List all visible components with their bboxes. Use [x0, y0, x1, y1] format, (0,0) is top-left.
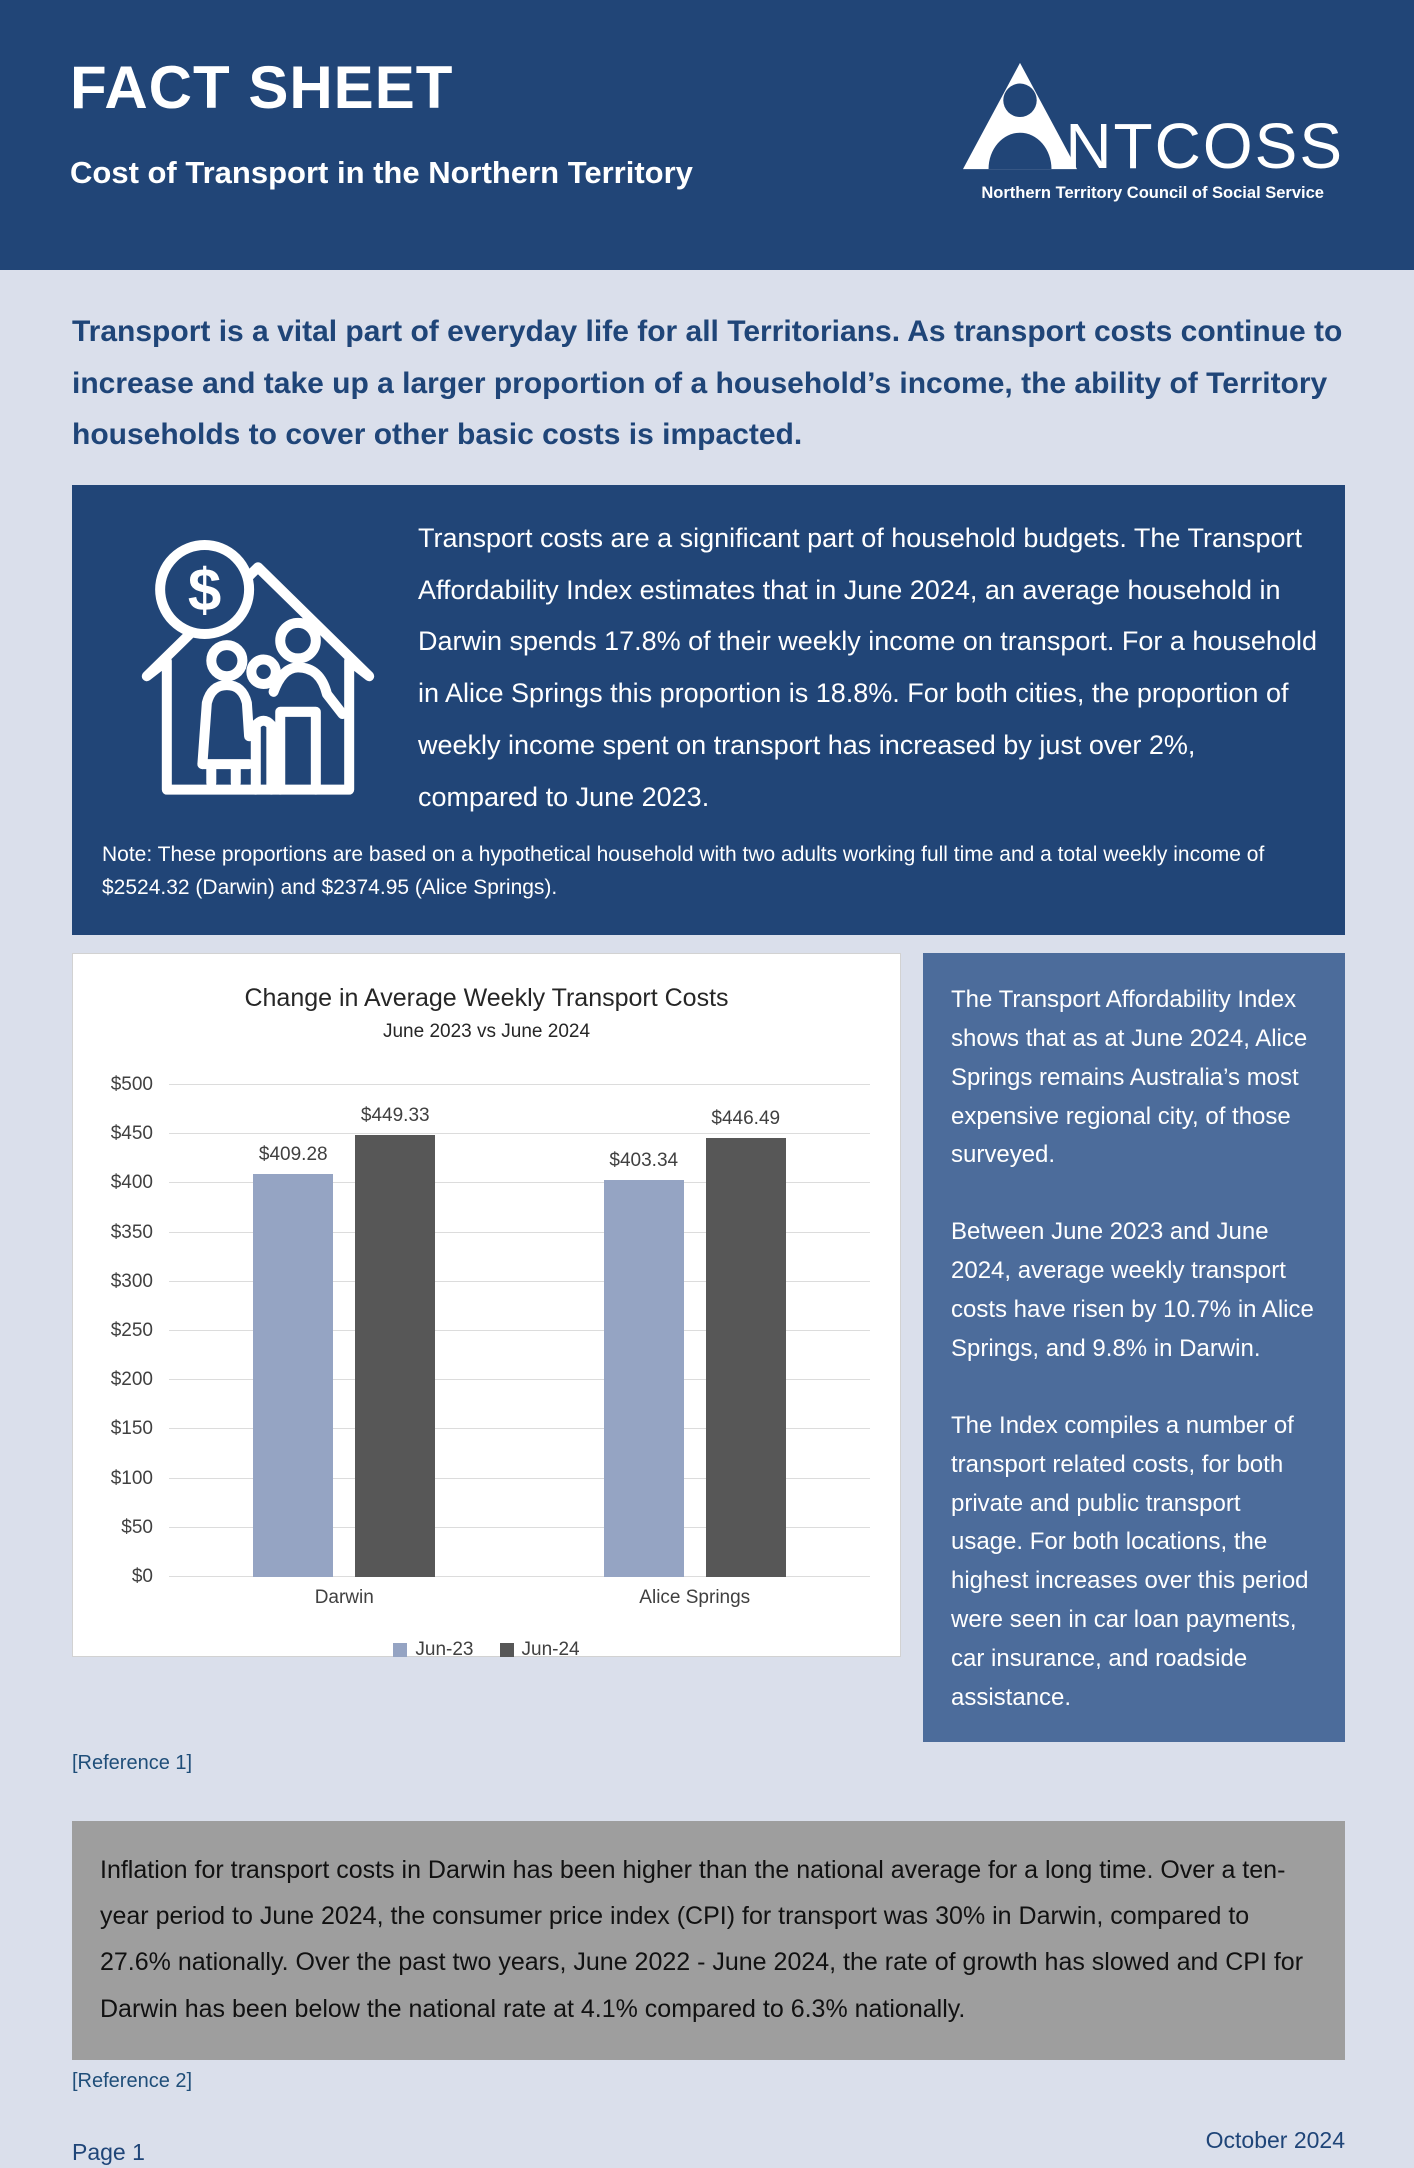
chart-title: Change in Average Weekly Transport Costs [244, 983, 729, 1012]
svg-text:$: $ [187, 556, 222, 624]
bar-data-label: $449.33 [360, 1104, 430, 1126]
chart-panel [72, 953, 901, 1660]
y-axis-tick-label: $400 [110, 1172, 153, 1194]
sidebar-paragraph: The Transport Affordability Index shows that as at June 2024, Alice Springs remains Australia’s most expensive regional city, of those surveyed. [951, 985, 1308, 1169]
page-subtitle: Cost of Transport in the Northern Territory [70, 155, 693, 190]
sidebar-commentary [923, 953, 1345, 1742]
legend-swatch [500, 1643, 514, 1657]
ntcoss-person-triangle-icon [961, 60, 1079, 172]
y-axis-tick-label: $300 [110, 1270, 153, 1292]
ntcoss-tagline: Northern Territory Council of Social Service [981, 184, 1324, 202]
y-axis-tick-label: $0 [131, 1565, 153, 1587]
bar-data-label: $446.49 [711, 1107, 781, 1129]
y-axis-tick-label: $150 [110, 1418, 153, 1440]
bar-data-label: $403.34 [609, 1150, 679, 1172]
intro-paragraph: Transport is a vital part of everyday life for all Territorians. As transport costs continue to increase and take up a larger proportion of a household’s income, the ability of Territory households to cover other basic costs is impacted. [72, 315, 1343, 452]
chart-xlabels [169, 1587, 870, 1609]
sidebar-paragraph: The Index compiles a number of transport related costs, for both private and public transport usage. For both locations, the highest increases over this period were seen in car loan payments, car insurance, and roadside assistance. [951, 1411, 1309, 1711]
sidebar-paragraph: Between June 2023 and June 2024, average weekly transport costs have risen by 10.7% in Alice Springs, and 9.8% in Darwin. [951, 1218, 1314, 1362]
ntcoss-logo-text: NTCOSS [1065, 109, 1344, 182]
chart-legend [91, 1639, 882, 1661]
reference-1-link[interactable]: [Reference 1] [72, 1751, 193, 1774]
bar-group-alice-springs [604, 1085, 786, 1577]
highlight-body-text: Transport costs are a significant part of household budgets. The Transport Affordability Index estimates that in June 2024, an average household in Darwin spends 17.8% of their weekly income on transport. For a household in Alice Springs this proportion is 18.8%. For both cities, the proportion of weekly income spent on transport has increased by just over 2%, compared to June 2023. [418, 522, 1317, 812]
bar-groups [169, 1085, 870, 1577]
legend-item: Jun-23 [393, 1639, 473, 1661]
bar-data-label: $409.28 [258, 1144, 328, 1166]
x-axis-category-label: Darwin [314, 1586, 374, 1608]
page-footer [72, 2127, 1345, 2168]
header-banner [0, 0, 1414, 270]
legend-swatch [393, 1643, 407, 1657]
y-axis-tick-label: $200 [110, 1369, 153, 1391]
x-axis-category-label: Alice Springs [639, 1586, 751, 1608]
bar-alice-springs-jun-24 [706, 1107, 786, 1577]
ntcoss-logo [961, 60, 1344, 203]
reference-2-link[interactable]: [Reference 2] [72, 2069, 193, 2092]
y-axis-tick-label: $500 [110, 1073, 153, 1095]
highlight-box [72, 485, 1345, 935]
y-axis-tick-label: $350 [110, 1221, 153, 1243]
y-axis-tick-label: $50 [121, 1516, 153, 1538]
y-axis-tick-label: $250 [110, 1319, 153, 1341]
footer-page-number: Page 1 [72, 2138, 145, 2165]
footer-date: October 2024 [1205, 2126, 1345, 2153]
page-title: FACT SHEET [70, 54, 454, 121]
household-dollar-icon [124, 525, 392, 803]
inflation-box: Inflation for transport costs in Darwin has been higher than the national average for a long time. Over a ten-year period to June 2024, the consumer price index (CPI) for transport was 30% in Darwin, compared to 27.6% nationally. Over the past two years, June 2022 - June 2024, the rate of growth has slowed and CPI for Darwin has been below the national rate at 4.1% compared to 6.3% nationally. [72, 1821, 1345, 2060]
highlight-note-text: Note: These proportions are based on a hypothetical household with two adults working full time and a total weekly income of $2524.32 (Darwin) and $2374.95 (Alice Springs). [102, 842, 1265, 900]
chart-subtitle: June 2023 vs June 2024 [382, 1020, 591, 1042]
bar-darwin-jun-23 [253, 1144, 333, 1577]
bar-alice-springs-jun-23 [604, 1150, 684, 1577]
legend-item: Jun-24 [500, 1639, 580, 1661]
bar-group-darwin [253, 1085, 435, 1577]
y-axis-tick-label: $100 [110, 1467, 153, 1489]
bar-darwin-jun-24 [355, 1104, 435, 1577]
chart-plot [110, 1073, 870, 1587]
y-axis-tick-label: $450 [110, 1123, 153, 1145]
